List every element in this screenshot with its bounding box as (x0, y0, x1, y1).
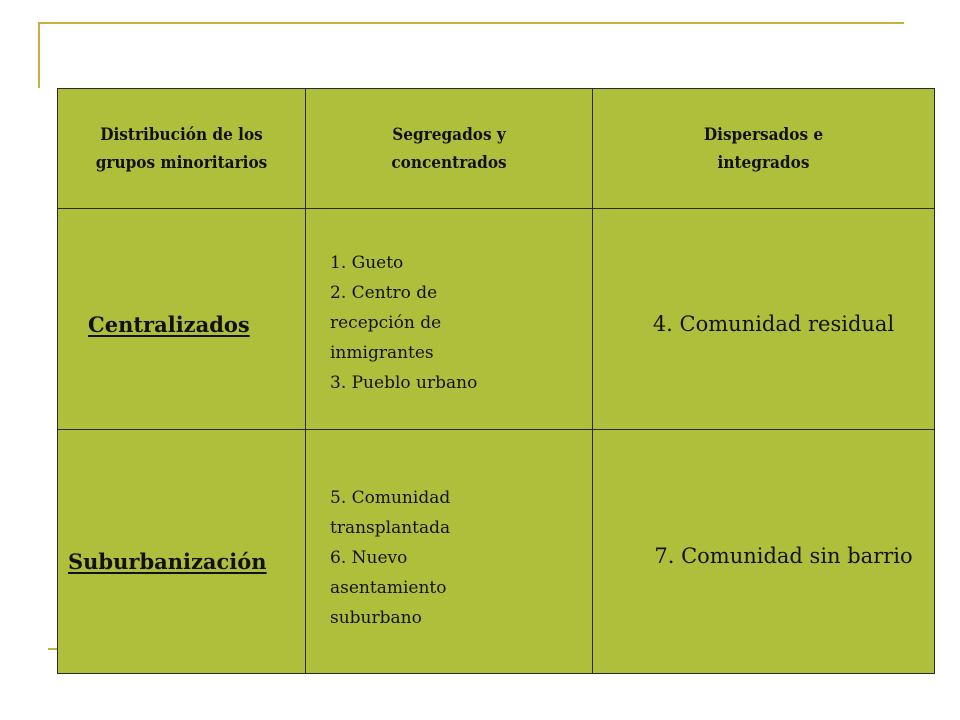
dispersed-cell (593, 209, 935, 430)
list-item: 1. Gueto (330, 253, 404, 273)
decorative-left-line (38, 22, 40, 88)
list-item: asentamiento (330, 577, 447, 598)
table-row-suburbanizacion (58, 430, 935, 674)
dispersed-cell (593, 430, 935, 674)
header-distribution-line-1: Distribución de los (100, 124, 263, 145)
list-item: suburbano (330, 607, 422, 628)
header-segregated (306, 89, 593, 209)
segregated-cell (306, 209, 593, 430)
header-dispersed-line-2: integrados (717, 152, 810, 173)
list-item: 3. Pueblo urbano (330, 373, 478, 393)
list-item: 6. Nuevo (330, 547, 408, 568)
header-distribution-line-2: grupos minoritarios (95, 152, 268, 173)
header-segregated-line-1: Segregados y (392, 124, 506, 145)
header-row (58, 89, 935, 209)
classification-table (57, 88, 935, 674)
dispersed-value-suburbanizacion: 7. Comunidad sin barrio (654, 543, 913, 568)
list-item: 2. Centro de (330, 283, 438, 303)
decorative-top-line (38, 22, 904, 24)
header-distribution (58, 89, 306, 209)
list-item: transplantada (330, 517, 451, 538)
header-dispersed-line-1: Dispersados e (703, 124, 824, 145)
header-segregated-line-2: concentrados (391, 152, 507, 173)
row-label-suburbanizacion: Suburbanización (68, 549, 267, 574)
row-label-cell (58, 430, 306, 674)
list-item: recepción de (330, 313, 442, 333)
segregated-cell (306, 430, 593, 674)
row-label-cell (58, 209, 306, 430)
row-label-centralizados: Centralizados (88, 311, 250, 337)
list-item: 5. Comunidad (330, 487, 451, 508)
header-dispersed (593, 89, 935, 209)
table-row-centralizados (58, 209, 935, 430)
list-item: inmigrantes (330, 343, 434, 363)
dispersed-value-centralizados: 4. Comunidad residual (652, 312, 895, 336)
